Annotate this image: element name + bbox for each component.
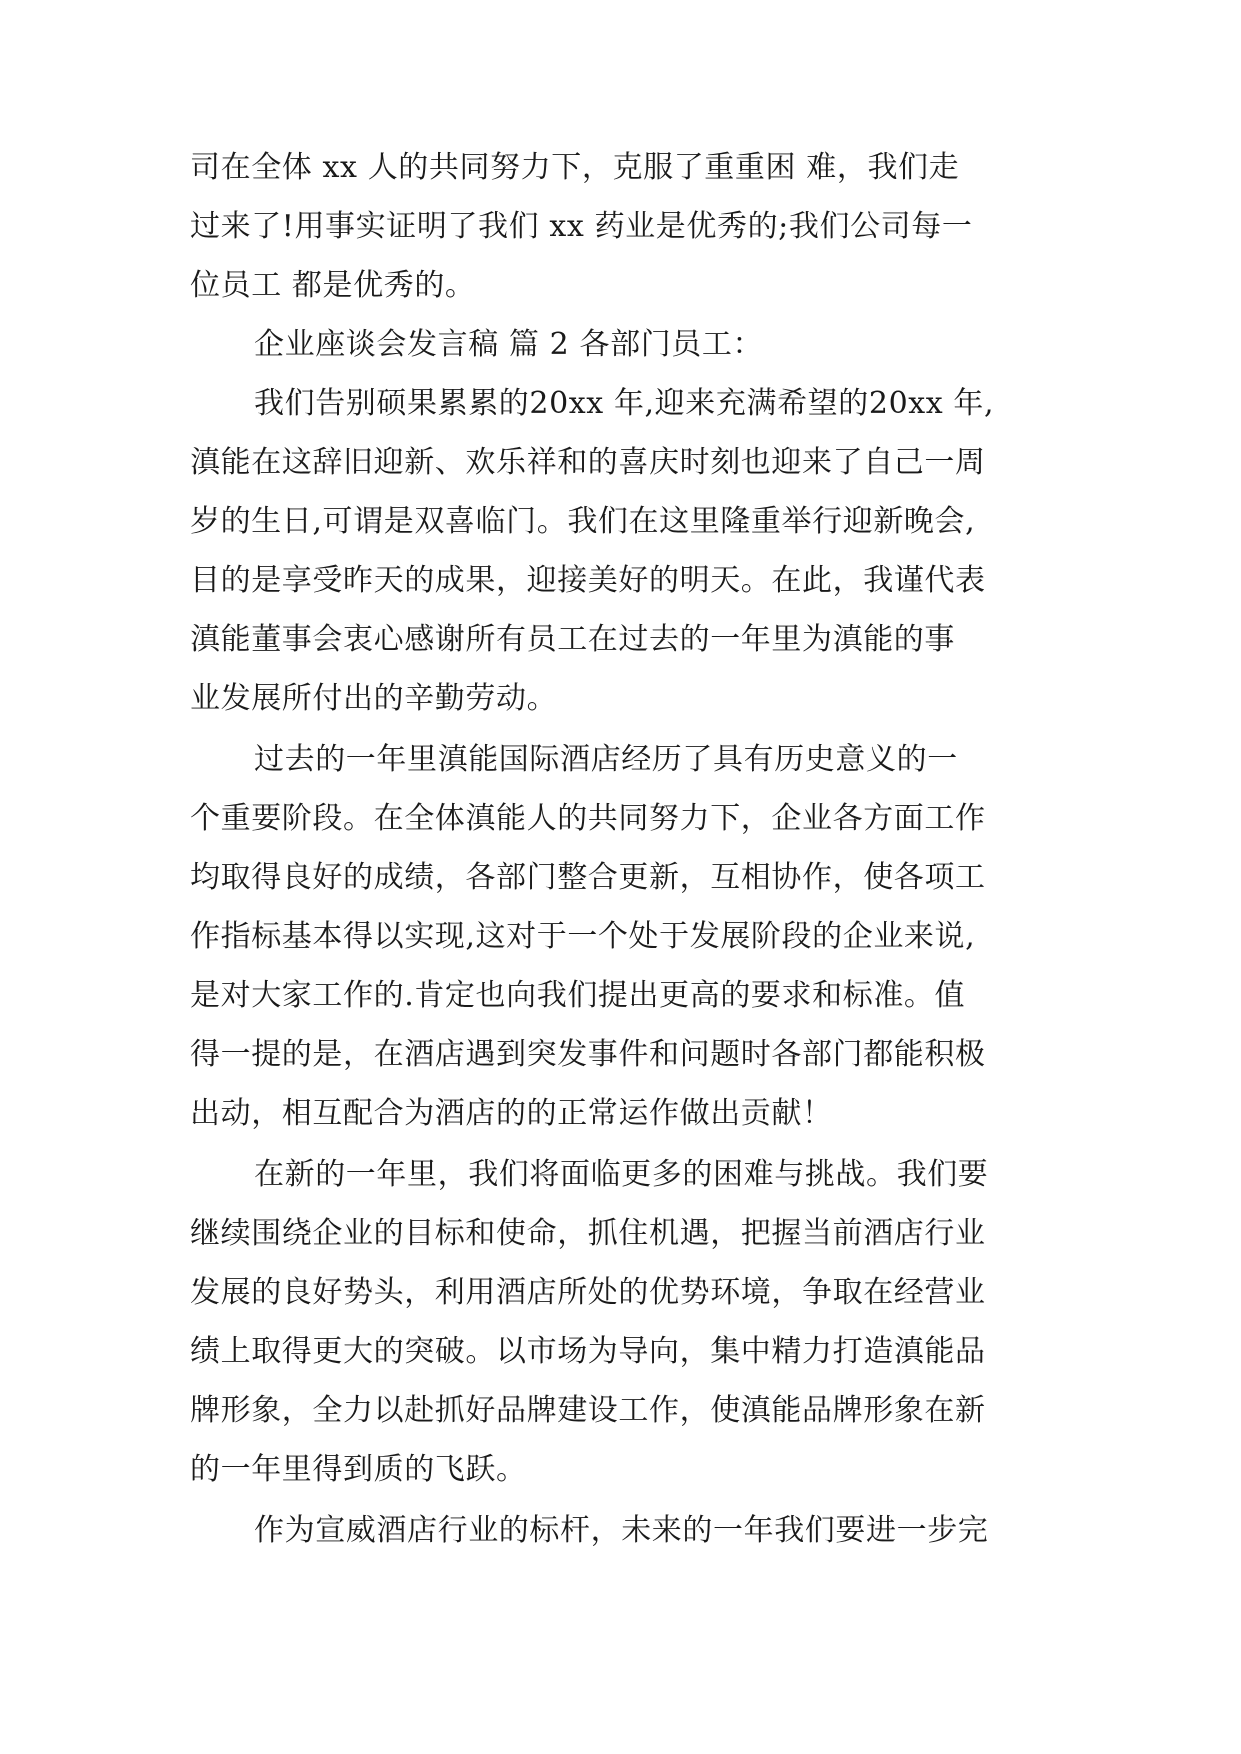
text-line: 是对大家工作的.肯定也向我们提出更高的要求和标准。值: [190, 978, 966, 1013]
text-line: 继续围绕企业的目标和使命，抓住机遇，把握当前酒店行业: [190, 1216, 986, 1251]
text-line: 作指标基本得以实现,这对于一个处于发展阶段的企业来说,: [190, 919, 976, 954]
text-line: 作为宣威酒店行业的标杆，未来的一年我们要进一步完: [254, 1513, 989, 1548]
text-line: 均取得良好的成绩，各部门整合更新，互相协作，使各项工: [190, 860, 986, 895]
text-line: 过去的一年里滇能国际酒店经历了具有历史意义的一: [254, 742, 958, 777]
text-line: 目的是享受昨天的成果，迎接美好的明天。在此，我谨代表: [190, 563, 986, 598]
text-line: 司在全体 xx 人的共同努力下，克服了重重困 难，我们走: [190, 150, 960, 185]
text-line: 牌形象，全力以赴抓好品牌建设工作，使滇能品牌形象在新: [190, 1393, 986, 1428]
text-line: 过来了!用事实证明了我们 xx 药业是优秀的;我们公司每一: [190, 209, 973, 244]
text-line: 位员工 都是优秀的。: [190, 268, 476, 303]
text-line: 业发展所付出的辛勤劳动。: [190, 681, 558, 716]
text-line: 的一年里得到质的飞跃。: [190, 1452, 527, 1487]
text-line: 出动，相互配合为酒店的的正常运作做出贡献！: [190, 1096, 833, 1131]
text-line: 得一提的是，在酒店遇到突发事件和问题时各部门都能积极: [190, 1037, 986, 1072]
text-line: 岁的生日,可谓是双喜临门。我们在这里隆重举行迎新晚会,: [190, 504, 976, 539]
section-heading: 企业座谈会发言稿 篇 2 各部门员工：: [254, 327, 764, 362]
text-line: 绩上取得更大的突破。以市场为导向，集中精力打造滇能品: [190, 1334, 986, 1369]
text-line: 滇能在这辞旧迎新、欢乐祥和的喜庆时刻也迎来了自己一周: [190, 445, 986, 480]
text-line: 发展的良好势头，利用酒店所处的优势环境，争取在经营业: [190, 1275, 986, 1310]
text-line: 个重要阶段。在全体滇能人的共同努力下，企业各方面工作: [190, 801, 986, 836]
text-line: 我们告别硕果累累的20xx 年,迎来充满希望的20xx 年,: [254, 386, 995, 421]
text-line: 在新的一年里，我们将面临更多的困难与挑战。我们要: [254, 1157, 989, 1192]
text-line: 滇能董事会衷心感谢所有员工在过去的一年里为滇能的事: [190, 622, 955, 657]
